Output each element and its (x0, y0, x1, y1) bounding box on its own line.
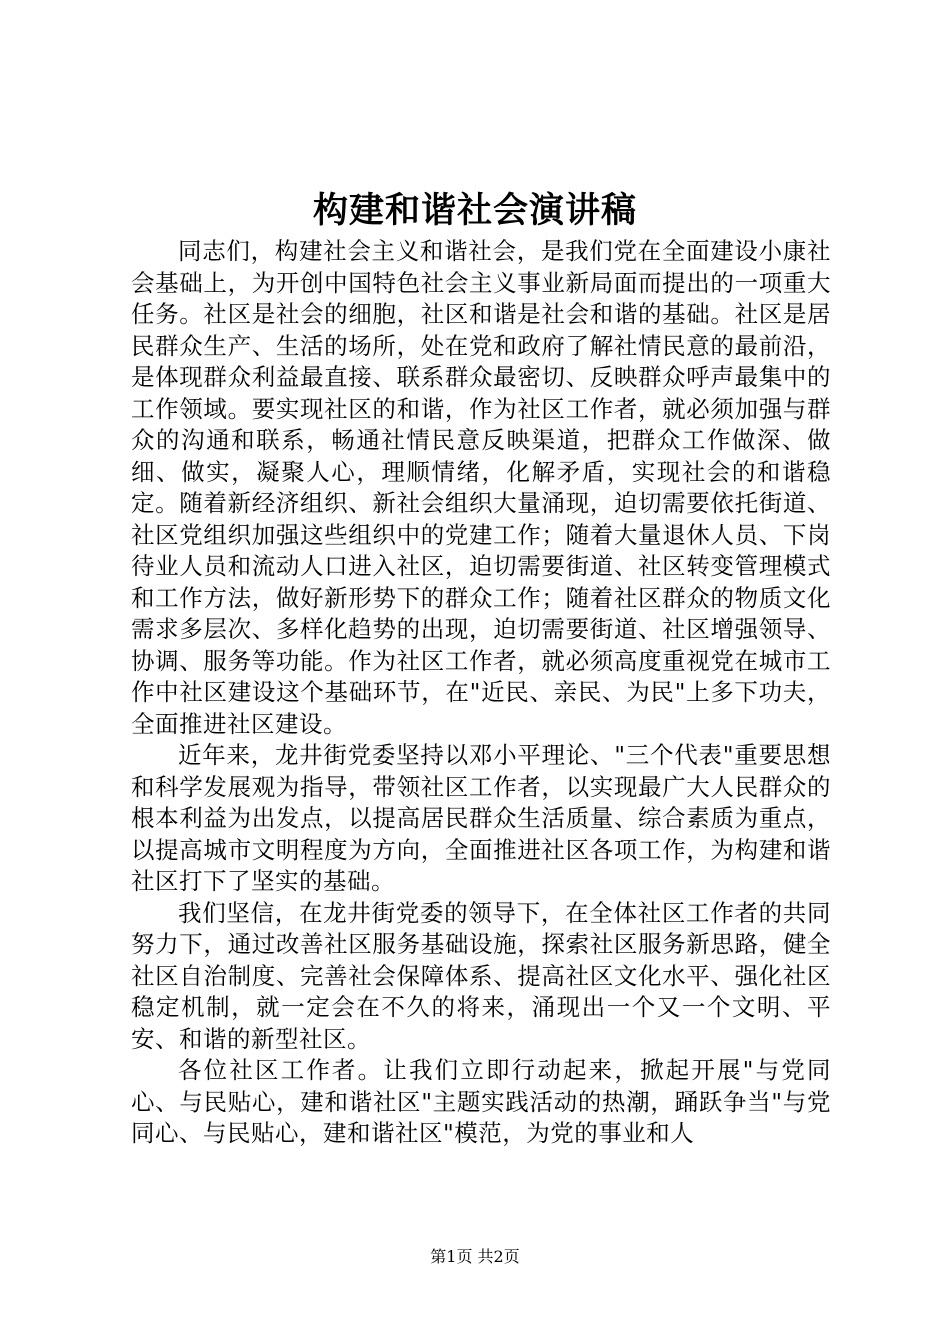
paragraph-4: 各位社区工作者。让我们立即行动起来，掀起开展"与党同心、与民贴心，建和谐社区"主题实践活动的热潮，踊跃争当"与党同心、与民贴心，建和谐社区"模范，为党的事业和人 (131, 1056, 831, 1147)
paragraph-1: 同志们，构建社会主义和谐社会，是我们党在全面建设小康社会基础上，为开创中国特色社会主义事业新局面而提出的一项重大任务。社区是社会的细胞，社区和谐是社会和谐的基础。社区是居民群众生产、生活的场所，处在党和政府了解社情民意的最前沿，是体现群众利益最直接、联系群众最密切、反映群众呼声最集中的工作领域。要实现社区的和谐，作为社区工作者，就必须加强与群众的沟通和联系，畅通社情民意反映渠道，把群众工作做深、做细、做实，凝聚人心，理顺情绪，化解矛盾，实现社会的和谐稳定。随着新经济组织、新社会组织大量涌现，迫切需要依托街道、社区党组织加强这些组织中的党建工作；随着大量退休人员、下岗待业人员和流动人口进入社区，迫切需要街道、社区转变管理模式和工作方法，做好新形势下的群众工作；随着社区群众的物质文化需求多层次、多样化趋势的出现，迫切需要街道、社区增强领导、协调、服务等功能。作为社区工作者，就必须高度重视党在城市工作中社区建设这个基础环节，在"近民、亲民、为民"上多下功夫，全面推进社区建设。 (131, 237, 831, 738)
paragraph-3: 我们坚信，在龙井街党委的领导下，在全体社区工作者的共同努力下，通过改善社区服务基础设施，探索社区服务新思路，健全社区自治制度、完善社会保障体系、提高社区文化水平、强化社区稳定机制，就一定会在不久的将来，涌现出一个又一个文明、平安、和谐的新型社区。 (131, 898, 831, 1053)
document-title: 构建和谐社会演讲稿 (312, 190, 637, 231)
paragraph-2: 近年来，龙井街党委坚持以邓小平理论、"三个代表"重要思想和科学发展观为指导，带领社区工作者，以实现最广大人民群众的根本利益为出发点，以提高居民群众生活质量、综合素质为重点，以提高城市文明程度为方向，全面推进社区各项工作，为构建和谐社区打下了坚实的基础。 (131, 741, 831, 895)
page-number-footer: 第1页 共2页 (430, 1247, 520, 1266)
document-body (131, 236, 831, 1150)
